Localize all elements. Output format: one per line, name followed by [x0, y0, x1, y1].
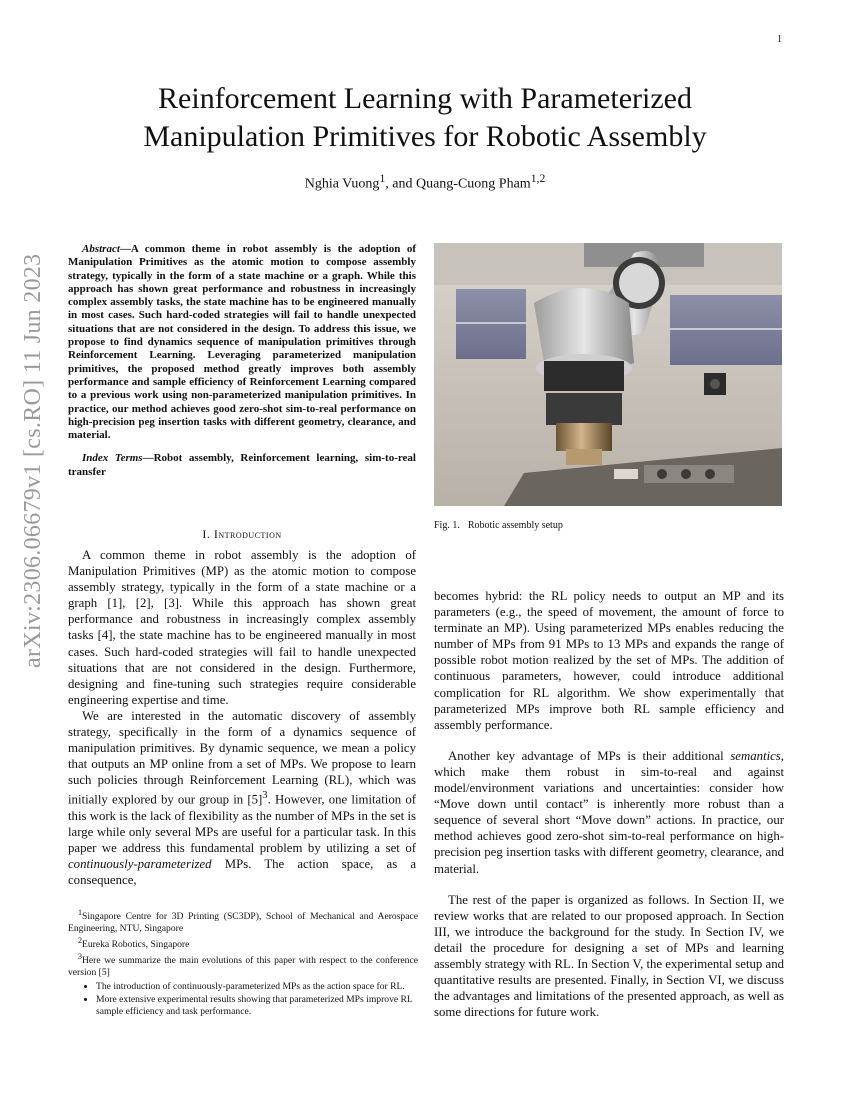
- robot-wrist: [544, 361, 624, 391]
- footnote-2: [68, 935, 418, 951]
- footnote-ref-3: 3: [262, 790, 268, 802]
- figure-robotic-assembly-photo: [434, 243, 782, 506]
- figure-caption-text: Robotic assembly setup: [467, 520, 563, 531]
- abstract-text: —A common theme in robot assembly is the adoption of Manipulation Primitives as the atomic motion to compose assembly strategy, typically in the form of a state machine or a graph. While this approach has shown great performance and robustness in increasingly complex assembly tasks, the state machine has to be engineered manually in most cases. Such hard-coded strategies will fail to handle unexpected situations that are not considered in the design. To address this issue, we propose to find dynamics sequence of manipulation primitives through Reinforcement Learning. Leveraging parameterized manipulation primitives, the proposed method greatly improves both assembly performance and sample efficiency of Reinforcement Learning compared to a previous work using non-parameterized manipulation primitives. In practice, our method achieves good zero-shot sim-to-real performance on high-precision peg insertion tasks with different geometry, clearance, and material.: [68, 243, 416, 442]
- section-heading-introduction: [68, 527, 416, 542]
- index-terms-label: Index Terms: [82, 452, 143, 465]
- index-terms: [68, 452, 416, 479]
- introduction-text: [68, 547, 416, 888]
- index-terms-text: —Robot assembly, Reinforcement learning, sim-to-real transfer: [68, 452, 416, 478]
- right-p2-emphasis: semantics: [730, 748, 781, 763]
- footnote-2-text: Eureka Robotics, Singapore: [82, 938, 190, 950]
- footnote-3: [68, 951, 418, 979]
- end-effector-peg: [556, 423, 612, 451]
- right-p2-part-a: Another key advantage of MPs is their additional: [448, 748, 731, 763]
- paper-title: [60, 80, 790, 156]
- intro-p2-part-b: . However, one limitation of this work is the lack of flexibility as the number of MPs in the set is large while only several MPs are useful for a particular task. In this paper we address this fundamental problem by utilizing a set of: [68, 792, 416, 855]
- footnote-bullet-list: [68, 981, 418, 1018]
- right-column-text: [434, 588, 784, 1020]
- page-number: 1: [777, 34, 782, 45]
- author-2: Quang-Cuong Pham: [415, 176, 531, 192]
- footnote-1: [68, 907, 418, 935]
- author-2-affil: 1,2: [530, 172, 546, 185]
- footnote-3-mark: 3: [78, 951, 82, 961]
- figure-caption: [434, 520, 563, 531]
- section-numeral: I.: [202, 527, 214, 541]
- section-title: Introduction: [213, 527, 282, 541]
- footnote-2-mark: 2: [78, 935, 82, 945]
- intro-p2-part-c: MPs. The action space, as a consequence,: [68, 857, 416, 888]
- abstract-block: [68, 243, 416, 479]
- footnote-1-mark: 1: [78, 908, 82, 917]
- right-p2-part-b: , which make them robust in sim-to-real and against model/environment variations and uncertainties: consider how “Move down until contact” is inherently more robust than a sequence of several short “Move down” actions. In practice, our method achieves good zero-shot sim-to-real performance on high-precision peg insertion tasks with different geometry, clearance, and material.: [434, 748, 784, 876]
- right-paragraph-1: becomes hybrid: the RL policy needs to output an MP and its parameters (e.g., the speed of movement, the amount of force to terminate an MP). Using parameterized MPs enables reducing the number of MPs from 91 MPs to 13 MPs and expands the range of possible robot motion realized by the set of MPs. The addition of continuous parameters, however, could introduce additional complication for RL algorithm. We show experimentally that parameterized MPs improve both RL sample efficiency and assembly performance.: [434, 589, 784, 732]
- author-1: Nghia Vuong: [304, 176, 380, 192]
- figure-caption-label: Fig. 1.: [434, 520, 460, 531]
- title-line-2: Manipulation Primitives for Robotic Assembly: [143, 120, 707, 153]
- arxiv-stamp: arXiv:2306.06679v1 [cs.RO] 11 Jun 2023: [20, 253, 46, 668]
- right-paragraph-2: [434, 748, 784, 877]
- footnote-bullet: • More extensive experimental results showing that parameterized MPs improve RL sample efficiency and task performance.: [96, 994, 418, 1018]
- author-1-affil: 1: [379, 172, 386, 185]
- footnote-1-text: Singapore Centre for 3D Printing (SC3DP), School of Mechanical and Aerospace Engineering, NTU, Singapore: [68, 911, 418, 934]
- right-paragraph-3: The rest of the paper is organized as follows. In Section II, we review works that are related to our proposed approach. In Section III, we introduce the background for the study. In Section IV, we detail the procedure for designing a set of MPs and learning assembly strategy with RL. In Section V, the experimental setup and quantitative results are presented. Finally, in Section VI, we discuss the advantages and limitations of the presented approach, as well as some directions for future work.: [434, 892, 784, 1020]
- authors: [60, 172, 790, 193]
- intro-paragraph-2: [68, 708, 416, 888]
- footnote-3-text: Here we summarize the main evolutions of this paper with respect to the conference version [5]: [68, 954, 418, 978]
- robot-photo-illustration: [434, 243, 782, 506]
- abstract: [68, 243, 416, 442]
- intro-paragraph-1: A common theme in robot assembly is the adoption of Manipulation Primitives (MP) as the atomic motion to compose assembly strategy, typically in the form of a state machine or a graph [1], [2], [3]. While this approach has shown great performance and robustness in increasingly complex assembly tasks [4], the state machine has to be engineered manually in most cases. Such hard-coded strategies will fail to handle unexpected situations that are not considered in the design. Furthermore, designing and fine-tuning such strategies require considerable engineering expertise and time.: [68, 548, 416, 707]
- abstract-label: Abstract: [82, 243, 120, 255]
- title-line-1: Reinforcement Learning with Parameterized: [158, 82, 692, 115]
- author-connector: , and: [385, 176, 416, 192]
- intro-p2-emphasis: continuously-parameterized: [68, 857, 212, 872]
- footnotes: [68, 907, 418, 1020]
- footnote-bullet: • The introduction of continuously-parameterized MPs as the action space for RL.: [96, 981, 418, 993]
- intro-p2-part-a: We are interested in the automatic discovery of assembly strategy, specifically in the form of a dynamics sequence of manipulation primitives. By dynamic sequence, we mean a policy that outputs an MP online from a set of MPs. We propose to learn such policies through Reinforcement Learning (RL), which was initially explored by our group in [5]: [68, 708, 416, 807]
